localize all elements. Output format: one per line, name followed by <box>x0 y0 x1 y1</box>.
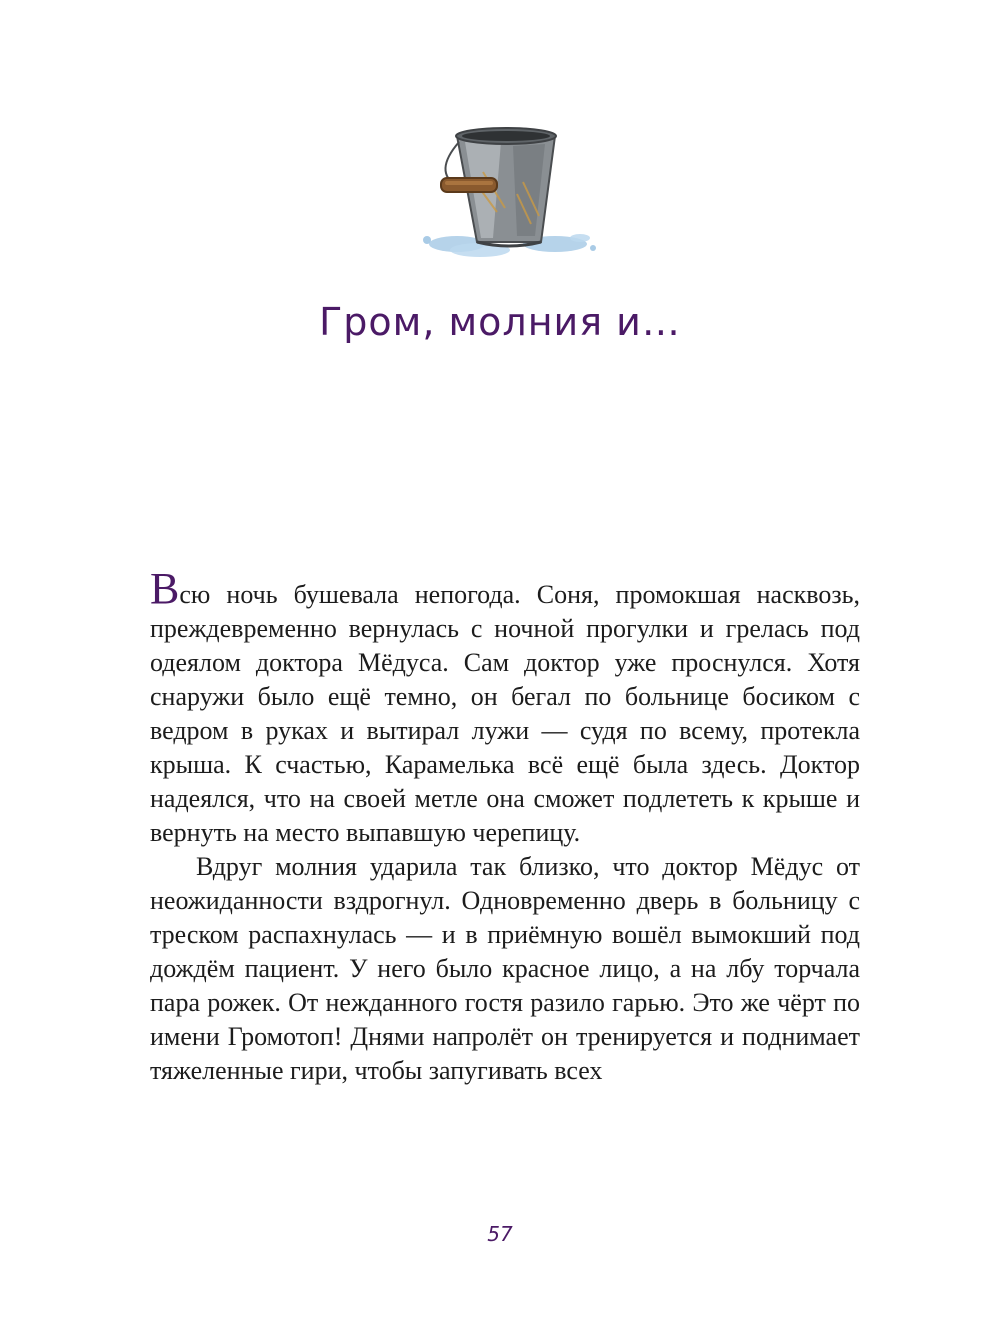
body-text <box>150 564 860 1088</box>
drop-cap: В <box>150 564 180 613</box>
paragraph-2: Вдруг молния ударила так близко, что доктор Мёдус от неожиданности вздрогнул. Одновременно дверь в больницу с треском распахнулась — и в приёмную вошёл вымокший под дождём пациент. У него было красное лицо, а на лбу торчала пара рожек. От нежданного гостя разило гарью. Это же чёрт по имени Громотоп! Днями напролёт он тренируется и поднимает тяжеленные гири, чтобы запугивать всех <box>150 852 860 1085</box>
paragraph-1-text: сю ночь бушевала непогода. Соня, промокшая насквозь, преждевременно вернулась с ночной прогулки и грелась под одеялом доктора Мёдуса. Сам доктор уже проснулся. Хотя снаружи было ещё темно, он бегал по больнице босиком с ведром в руках и вытирал лужи — судя по всему, протекла крыша. К счастью, Карамелька всё ещё была здесь. Доктор надеялся, что на своей метле она сможет подлететь к крыше и вернуть на место выпавшую черепицу. <box>150 580 860 847</box>
paragraph-1 <box>150 564 860 850</box>
chapter-title: Гром, молния и… <box>319 300 681 344</box>
bucket-icon <box>405 112 605 272</box>
bucket-illustration <box>405 112 605 272</box>
page-number: 57 <box>487 1222 513 1246</box>
